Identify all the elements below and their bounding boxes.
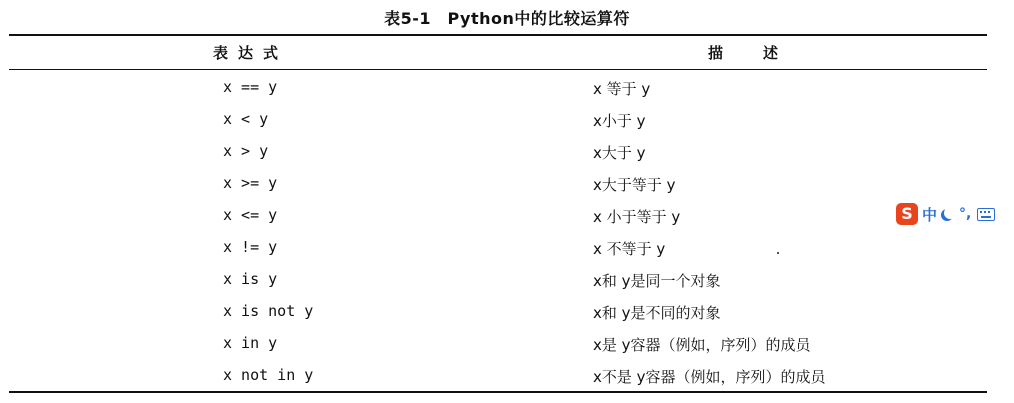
table-row bbox=[0, 72, 1014, 104]
cell-description: x和 y是不同的对象 bbox=[593, 304, 721, 322]
cell-description: x小于 y bbox=[593, 112, 646, 130]
table-caption: 表5-1 Python中的比较运算符 bbox=[384, 9, 630, 28]
cell-expression: x not in y bbox=[223, 366, 314, 384]
scan-speck bbox=[777, 252, 779, 254]
header-description: 描述 bbox=[708, 44, 819, 62]
cell-description: x不是 y容器（例如，序列）的成员 bbox=[593, 368, 826, 386]
cell-expression: x <= y bbox=[223, 206, 278, 224]
table-row bbox=[0, 264, 1014, 296]
cell-expression: x is not y bbox=[223, 302, 314, 320]
cell-expression: x in y bbox=[223, 334, 278, 352]
table-row bbox=[0, 104, 1014, 136]
cell-expression: x < y bbox=[223, 110, 269, 128]
cell-expression: x >= y bbox=[223, 174, 278, 192]
table-top-rule bbox=[9, 34, 987, 36]
cell-description: x 不等于 y bbox=[593, 240, 666, 258]
cell-expression: x != y bbox=[223, 238, 278, 256]
cell-description: x是 y容器（例如，序列）的成员 bbox=[593, 336, 811, 354]
table-row bbox=[0, 296, 1014, 328]
cell-description: x大于等于 y bbox=[593, 176, 676, 194]
ime-language-toggle[interactable]: 中 bbox=[922, 205, 938, 224]
table-body bbox=[0, 72, 1014, 392]
cell-description: x大于 y bbox=[593, 144, 646, 162]
table-bottom-rule bbox=[9, 391, 987, 393]
table-row bbox=[0, 232, 1014, 264]
cell-expression: x == y bbox=[223, 78, 278, 96]
cell-description: x 等于 y bbox=[593, 80, 651, 98]
header-expression: 表达式 bbox=[213, 44, 289, 62]
cell-description: x 小于等于 y bbox=[593, 208, 681, 226]
table-row bbox=[0, 168, 1014, 200]
table-row bbox=[0, 360, 1014, 392]
table-row bbox=[0, 200, 1014, 232]
ime-punctuation-toggle[interactable]: °, bbox=[959, 206, 972, 222]
cell-description: x和 y是同一个对象 bbox=[593, 272, 721, 290]
cell-expression: x > y bbox=[223, 142, 269, 160]
ime-toolbar[interactable] bbox=[896, 201, 1014, 227]
cell-expression: x is y bbox=[223, 270, 278, 288]
table-header-rule bbox=[9, 69, 987, 70]
keyboard-icon[interactable] bbox=[977, 208, 995, 221]
table-row bbox=[0, 136, 1014, 168]
sogou-logo-icon[interactable]: S bbox=[896, 203, 918, 225]
table-row bbox=[0, 328, 1014, 360]
moon-icon[interactable] bbox=[944, 207, 956, 219]
